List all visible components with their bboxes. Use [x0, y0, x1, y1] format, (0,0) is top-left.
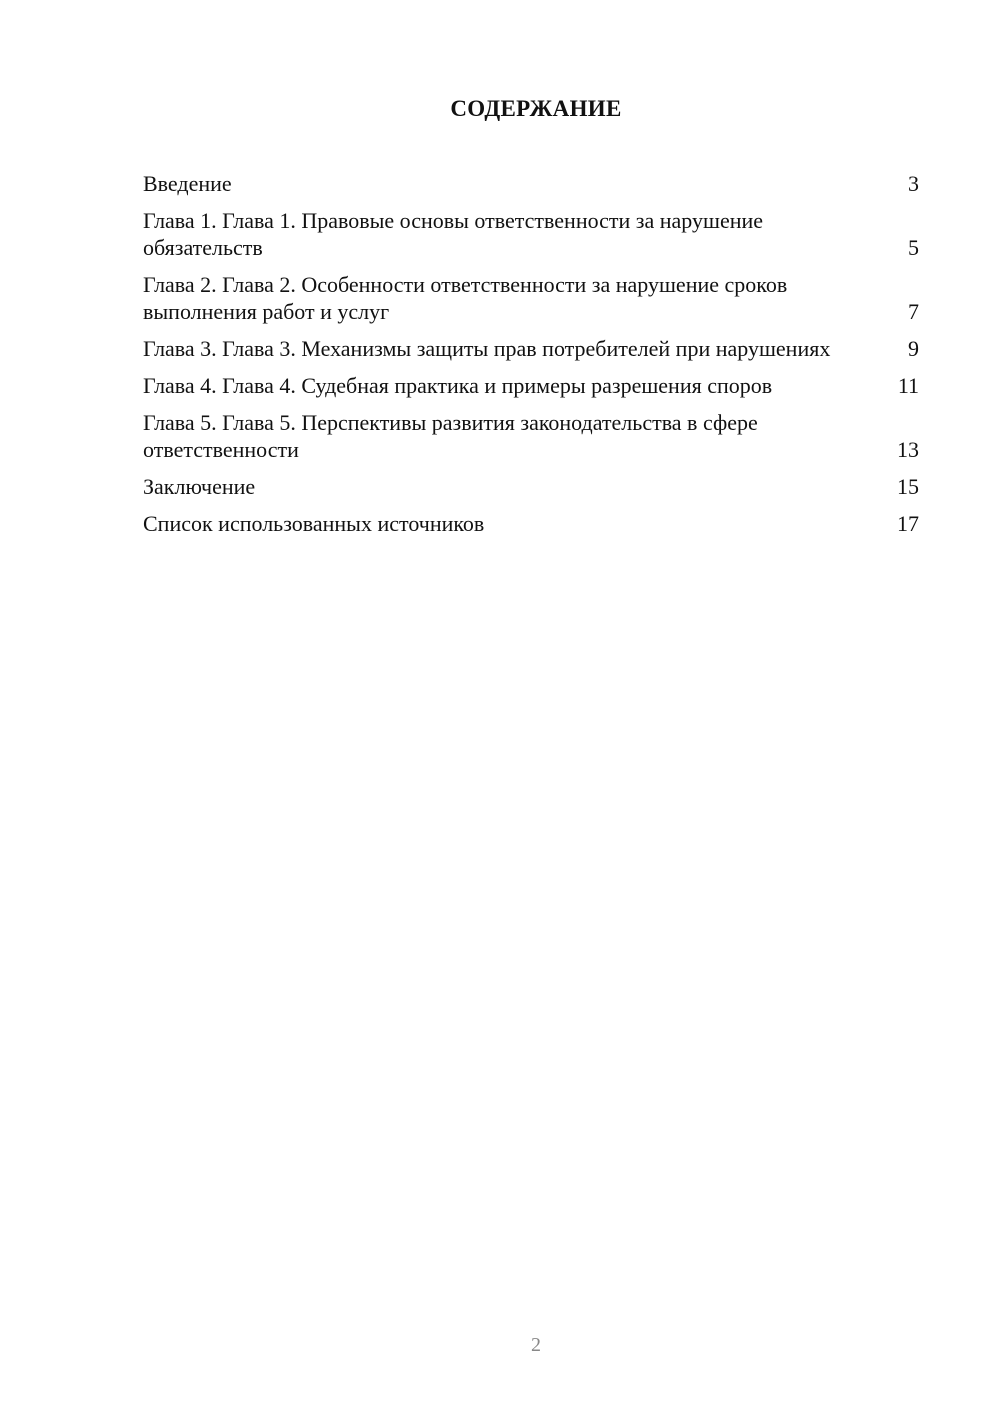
- toc-entry-page: 3: [908, 171, 919, 196]
- page-number: 2: [531, 1334, 541, 1356]
- toc-entry-label: Глава 3. Глава 3. Механизмы защиты прав потребителей при нарушениях: [143, 336, 831, 361]
- toc-entry-label: Глава 2. Глава 2. Особенности ответственности за нарушение сроков выполнения работ и услуг: [143, 272, 788, 324]
- toc-entry-chapter-1[interactable]: [143, 207, 919, 261]
- toc-entry-label: Список использованных источников: [143, 511, 485, 536]
- toc-entry-references[interactable]: [143, 510, 919, 537]
- toc-entry-page: 17: [897, 511, 919, 536]
- toc-entry-label: Глава 1. Глава 1. Правовые основы ответственности за нарушение обязательств: [143, 208, 764, 260]
- toc-entry-chapter-5[interactable]: [143, 409, 919, 463]
- toc-entry-page: 11: [897, 373, 919, 398]
- toc-entry-label: Заключение: [143, 474, 256, 499]
- table-of-contents: [143, 170, 919, 547]
- toc-entry-page: 5: [908, 235, 919, 260]
- toc-entry-conclusion[interactable]: [143, 473, 919, 500]
- toc-entry-chapter-4[interactable]: [143, 372, 919, 399]
- toc-entry-label: Введение: [143, 171, 232, 196]
- toc-entry-label: Глава 5. Глава 5. Перспективы развития законодательства в сфере ответственности: [143, 410, 758, 462]
- toc-entry-page: 13: [897, 437, 919, 462]
- page-title: СОДЕРЖАНИЕ: [450, 96, 622, 121]
- toc-entry-page: 9: [908, 336, 919, 361]
- toc-entry-label: Глава 4. Глава 4. Судебная практика и примеры разрешения споров: [143, 373, 773, 398]
- toc-entry-chapter-3[interactable]: [143, 335, 919, 362]
- toc-entry-chapter-2[interactable]: [143, 271, 919, 325]
- toc-entry-introduction[interactable]: [143, 170, 919, 197]
- toc-entry-page: 7: [908, 299, 919, 324]
- toc-entry-page: 15: [897, 474, 919, 499]
